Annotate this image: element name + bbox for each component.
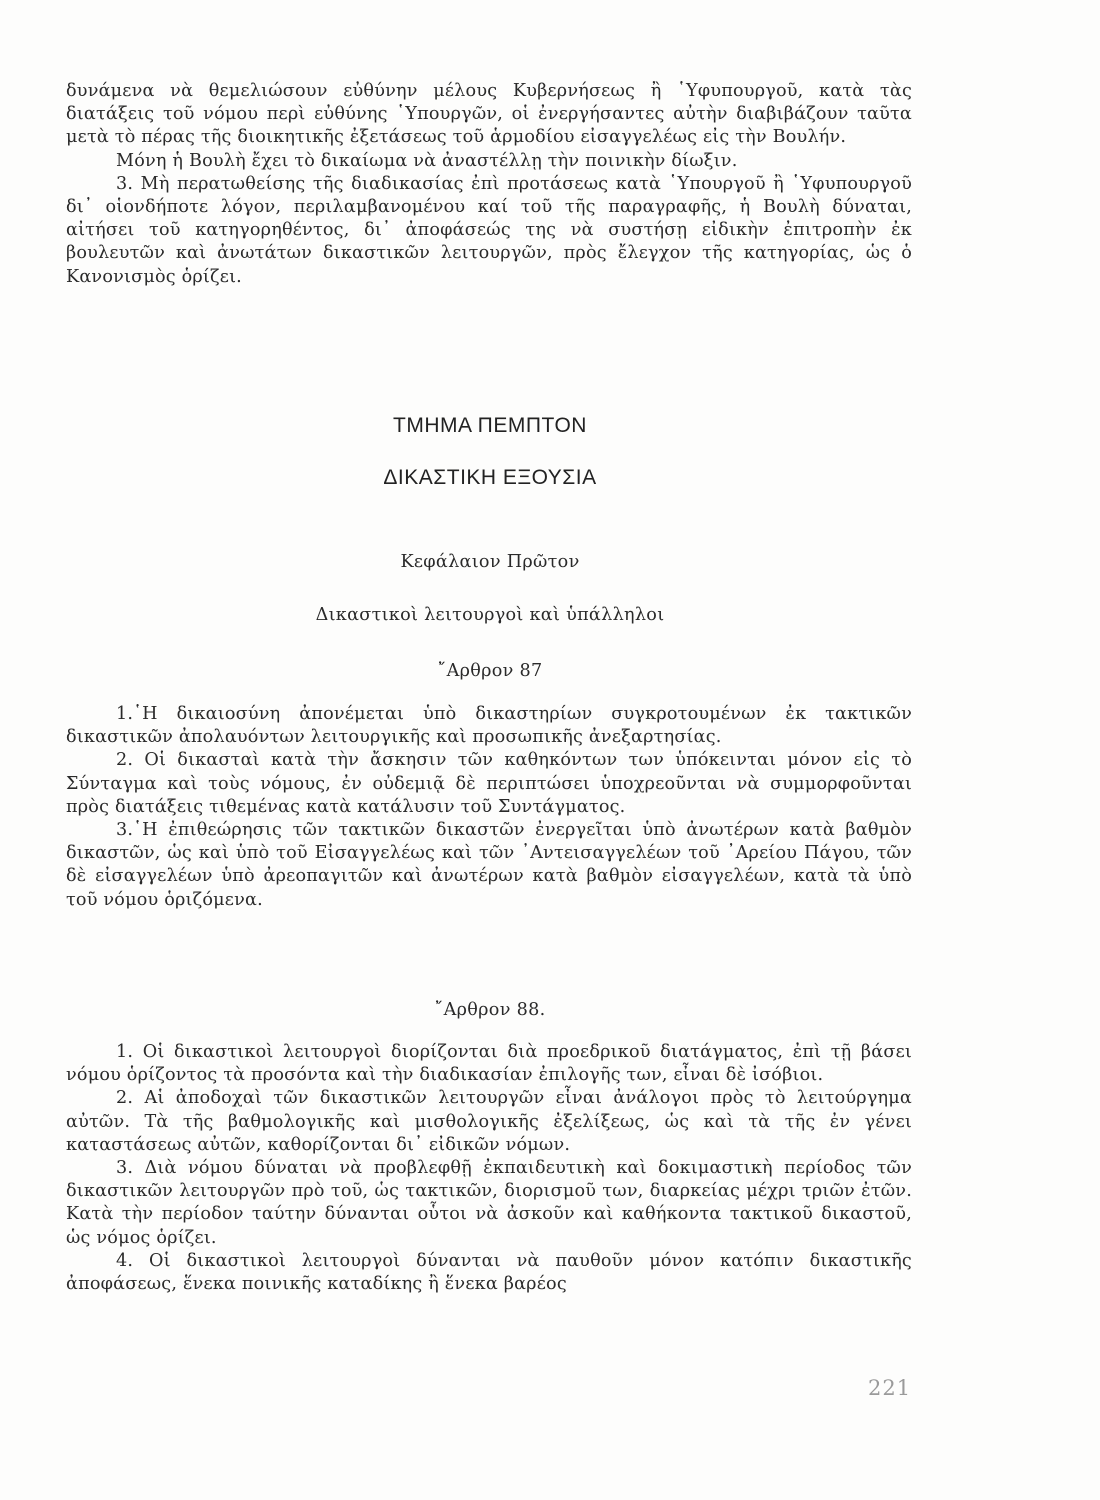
chapter-title: Κεφάλαιον Πρῶτον xyxy=(400,552,580,572)
continuation-text xyxy=(66,80,912,289)
article-paragraph: 1.῾Η δικαιοσύνη ἀπονέμεται ὑπὸ δικαστηρίων συγκροτουμένων ἐκ τακτικῶν δικαστικῶν ἀπολαυόντων λειτουργικῆς καὶ προσωπικῆς ἀνεξαρτησίας. xyxy=(66,704,912,748)
article-paragraph: 1. Οἱ δικαστικοὶ λειτουργοὶ διορίζονται διὰ προεδρικοῦ διατάγματος, ἐπὶ τῇ βάσει νόμου ὁρίζοντος τὰ προσόντα καὶ τὴν διαδικασίαν ἐπιλογῆς των, εἶναι δὲ ἰσόβιοι. xyxy=(66,1042,912,1086)
continuation-paragraph: δυνάμενα νὰ θεμελιώσουν εὐθύνην μέλους Κυβερνήσεως ἢ ῾Υφυπουργοῦ, κατὰ τὰς διατάξεις τοῦ νόμου περὶ εὐθύνης ῾Υπουργῶν, οἱ ἐνεργήσαντες αὐτὴν διαβιβάζουν ταῦτα μετὰ τὸ πέρας τῆς διοικητικῆς ἐξετάσεως τοῦ ἁρμοδίου εἰσαγγελέως εἰς τὴν Βουλήν. xyxy=(66,81,912,148)
article-87-title: ῎Αρθρον 87 xyxy=(437,661,543,681)
page-number: 221 xyxy=(868,1376,912,1400)
article-87-body xyxy=(66,703,912,912)
continuation-paragraph: 3. Μὴ περατωθείσης τῆς διαδικασίας ἐπὶ προτάσεως κατὰ ῾Υπουργοῦ ἢ ῾Υφυπουργοῦ δι᾽ οἱονδήποτε λόγον, περιλαμβανομένου καί τοῦ τῆς παραγραφῆς, ἡ Βουλὴ δύναται, αἰτήσει τοῦ κατηγορηθέντος, δι᾽ ἀποφάσεώς της νὰ συστήσῃ εἰδικὴν ἐπιτροπὴν ἐκ βουλευτῶν καὶ ἀνωτάτων δικαστικῶν λειτουργῶν, πρὸς ἔλεγχον τῆς κατηγορίας, ὡς ὁ Κανονισμὸς ὁρίζει. xyxy=(66,173,912,287)
chapter-subtitle: Δικαστικοὶ λειτουργοὶ καὶ ὑπάλληλοι xyxy=(315,605,665,625)
article-paragraph: 3.῾Η ἐπιθεώρησις τῶν τακτικῶν δικαστῶν ἐνεργεῖται ὑπὸ ἀνωτέρων κατὰ βαθμὸν δικαστῶν, ὡς καὶ ὑπὸ τοῦ Εἰσαγγελέως καὶ τῶν ᾽Αντεισαγγελέων τοῦ ᾽Αρείου Πάγου, τῶν δὲ εἰσαγγελέων ὑπὸ ἀρεοπαγιτῶν καὶ ἀνωτέρων κατὰ βαθμὸν εἰσαγγελέων, κατὰ τὰ ὑπὸ τοῦ νόμου ὁριζόμενα. xyxy=(66,820,912,910)
continuation-paragraph: Μόνη ἡ Βουλὴ ἔχει τὸ δικαίωμα νὰ ἀναστέλλῃ τὴν ποινικὴν δίωξιν. xyxy=(116,150,738,171)
article-paragraph: 2. Οἱ δικασταὶ κατὰ τὴν ἄσκησιν τῶν καθηκόντων των ὑπόκεινται μόνον εἰς τὸ Σύνταγμα καὶ τοὺς νόμους, ἐν οὐδεμιᾷ δὲ περιπτώσει ὑποχρεοῦνται νὰ συμμορφοῦνται πρὸς διατάξεις τιθεμένας κατὰ κατάλυσιν τοῦ Συντάγματος. xyxy=(66,750,912,817)
section-title: ΤΜΗΜΑ ΠΕΜΠΤΟΝ xyxy=(393,414,587,437)
article-paragraph: 2. Αἱ ἀποδοχαὶ τῶν δικαστικῶν λειτουργῶν εἶναι ἀνάλογοι πρὸς τὸ λειτούργημα αὐτῶν. Τὰ τῆς βαθμολογικῆς καὶ μισθολογικῆς ἐξελίξεως, ὡς καὶ τὰ τῆς ἐν γένει καταστάσεως αὐτῶν, καθορίζονται δι᾽ εἰδικῶν νόμων. xyxy=(66,1088,912,1155)
article-paragraph: 4. Οἱ δικαστικοὶ λειτουργοὶ δύνανται νὰ παυθοῦν μόνον κατόπιν δικαστικῆς ἀποφάσεως, ἕνεκα ποινικῆς καταδίκης ἢ ἕνεκα βαρέος xyxy=(66,1250,912,1295)
article-88-body xyxy=(66,1041,912,1296)
article-paragraph: 3. Διὰ νόμου δύναται νὰ προβλεφθῇ ἐκπαιδευτικὴ καὶ δοκιμαστικὴ περίοδος τῶν δικαστικῶν λειτουργῶν πρὸ τοῦ, ὡς τακτικῶν, διορισμοῦ των, διαρκείας μέχρι τριῶν ἐτῶν. Κατὰ τὴν περίοδον ταύτην δύνανται οὗτοι νὰ ἀσκοῦν καὶ καθήκοντα τακτικοῦ δικαστοῦ, ὡς νόμος ὁρίζει. xyxy=(66,1158,912,1248)
section-subtitle: ΔΙΚΑΣΤΙΚΗ ΕΞΟΥΣΙΑ xyxy=(383,466,597,489)
article-88-title: ῎Αρθρον 88. xyxy=(434,1000,546,1020)
